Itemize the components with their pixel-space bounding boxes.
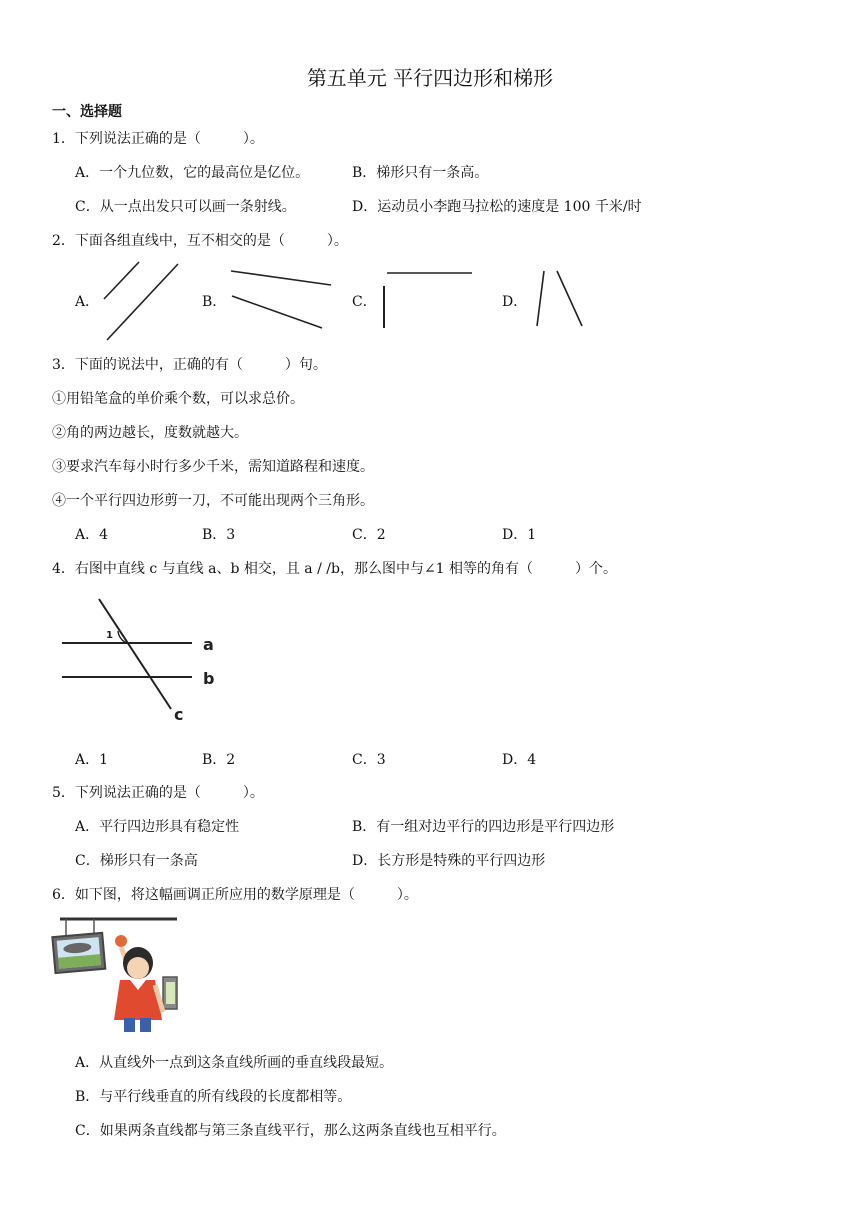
question-3-option-d[interactable]: D．1 [502,527,537,543]
question-2-option-c[interactable]: C． [352,294,377,310]
question-2-option-a[interactable]: A． [75,294,100,310]
question-1-option-c[interactable]: C．从一点出发只可以画一条射线。 [75,199,296,215]
question-3-statement-2: ②角的两边越长，度数就越大。 [52,425,248,441]
question-4-stem: 4．右图中直线 c 与直线 a、b 相交，且 a / /b，那么图中与∠1 相等的角有（ ）个。 [52,561,618,577]
question-1-option-d[interactable]: D．运动员小李跑马拉松的速度是 100 千米/时 [352,199,642,215]
question-1-option-a[interactable]: A．一个九位数，它的最高位是亿位。 [75,165,310,181]
label-b: b [203,669,215,688]
question-3-option-b[interactable]: B．3 [202,527,236,543]
question-4-option-a[interactable]: A．1 [75,752,109,768]
question-3-option-c[interactable]: C．2 [352,527,386,543]
page-title: 第五单元 平行四边形和梯形 [306,66,554,90]
question-3-stem: 3．下面的说法中，正确的有（ ）句。 [52,357,327,373]
question-1-option-b[interactable]: B．梯形只有一条高。 [352,165,489,181]
question-4-option-b[interactable]: B．2 [202,752,236,768]
question-5-option-b[interactable]: B．有一组对边平行的四边形是平行四边形 [352,819,615,835]
girl-figure-icon [114,935,163,1032]
question-6-option-b[interactable]: B．与平行线垂直的所有线段的长度都相等。 [75,1089,352,1105]
question-3-statement-1: ①用铅笔盒的单价乘个数，可以求总价。 [52,391,304,407]
question-5-option-c[interactable]: C．梯形只有一条高 [75,853,198,869]
section-heading: 一、选择题 [52,104,122,120]
question-5-option-a[interactable]: A．平行四边形具有稳定性 [75,819,240,835]
question-5-option-d[interactable]: D．长方形是特殊的平行四边形 [352,853,546,869]
question-5-stem: 5．下列说法正确的是（ ）。 [52,785,264,801]
question-4-option-d[interactable]: D．4 [502,752,537,768]
question-3-statement-4: ④一个平行四边形剪一刀，不可能出现两个三角形。 [52,493,374,509]
question-6-option-c[interactable]: C．如果两条直线都与第三条直线平行，那么这两条直线也互相平行。 [75,1123,506,1139]
label-a: a [203,635,214,654]
question-4-option-c[interactable]: C．3 [352,752,386,768]
question-6-option-a[interactable]: A．从直线外一点到这条直线所画的垂直线段最短。 [75,1055,394,1071]
question-3-option-a[interactable]: A．4 [75,527,109,543]
question-2-option-d[interactable]: D． [502,294,528,310]
label-angle-1: 1 [106,630,113,641]
label-c: c [174,705,184,724]
question-3-statement-3: ③要求汽车每小时行多少千米，需知道路程和速度。 [52,459,374,475]
question-1-stem: 1．下列说法正确的是（ ）。 [52,131,264,147]
question-2-stem: 2．下面各组直线中，互不相交的是（ ）。 [52,233,348,249]
tilted-painting-icon [52,933,105,973]
question-6-stem: 6．如下图，将这幅画调正所应用的数学原理是（ ）。 [52,887,418,903]
question-2-option-b[interactable]: B． [202,294,227,310]
